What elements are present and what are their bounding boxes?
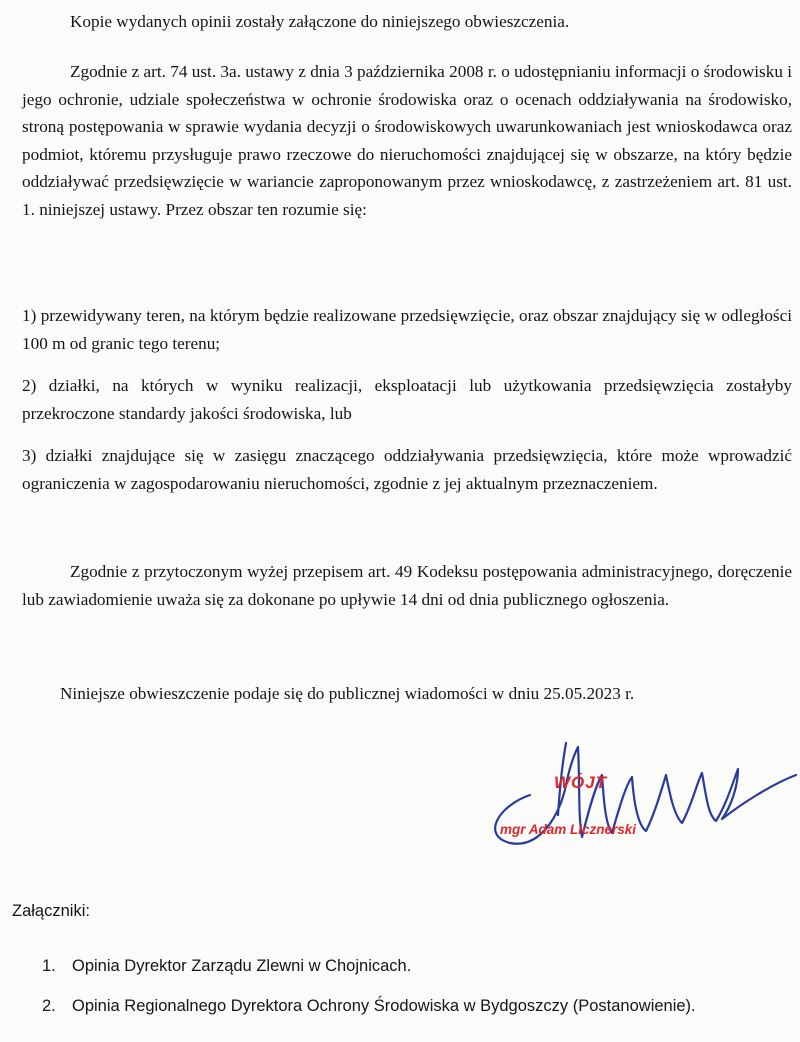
stamp-title: WÓJT <box>554 773 608 792</box>
list-item-2: 2) działki, na których w wyniku realizacji, eksploatacji lub użytkowania przedsięwzięcia zostałyby przekroczone standardy jakości środowiska, lub <box>22 376 792 423</box>
attachment-item <box>42 997 696 1016</box>
official-stamp <box>470 725 800 855</box>
art74-paragraph: Zgodnie z art. 74 ust. 3a. ustawy z dnia 3 października 2008 r. o udostępnianiu informacji o środowisku i jego ochronie, udziale społeczeństwa w ochronie środowiska oraz o ocenach oddziaływania na środowisko, stroną postępowania w sprawie wydania decyzji o środowiskowych uwarunkowaniach jest wnioskodawca oraz podmiot, któremu przysługuje prawo rzeczowe do nieruchomości znajdującej się w obszarze, na który będzie oddziaływać przedsięwzięcie w wariancie zaproponowanym przez wnioskodawcę, z zastrzeżeniem art. 81 ust. 1. niniejszej ustawy. Przez obszar ten rozumie się: <box>22 62 792 219</box>
attachment-number: 2. <box>42 997 56 1015</box>
stamp-name: mgr Adam Licznerski <box>500 822 637 837</box>
art49-paragraph: Zgodnie z przytoczonym wyżej przepisem art. 49 Kodeksu postępowania administracyjnego, doręczenie lub zawiadomienie uważa się za dokonane po upływie 14 dni od dnia publicznego ogłoszenia. <box>22 562 792 609</box>
publication-notice: Niniejsze obwieszczenie podaje się do publicznej wiadomości w dniu 25.05.2023 r. <box>60 684 635 703</box>
list-item-3: 3) działki znajdujące się w zasięgu znaczącego oddziaływania przedsięwzięcia, które może wprowadzić ograniczenia w zagospodarowaniu nieruchomości, zgodnie z jej aktualnym przeznaczeniem. <box>22 446 792 493</box>
attachment-item <box>42 957 411 976</box>
attachment-text: Opinia Regionalnego Dyrektora Ochrony Środowiska w Bydgoszczy (Postanowienie). <box>72 997 696 1015</box>
attachment-number: 1. <box>42 957 56 975</box>
list-item-1: 1) przewidywany teren, na którym będzie realizowane przedsięwzięcie, oraz obszar znajdujący się w odległości 100 m od granic tego terenu; <box>22 306 792 353</box>
intro-paragraph: Kopie wydanych opinii zostały załączone do niniejszego obwieszczenia. <box>70 12 570 31</box>
attachments-heading: Załączniki: <box>12 902 90 920</box>
attachment-text: Opinia Dyrektor Zarządu Zlewni w Chojnicach. <box>72 957 412 975</box>
